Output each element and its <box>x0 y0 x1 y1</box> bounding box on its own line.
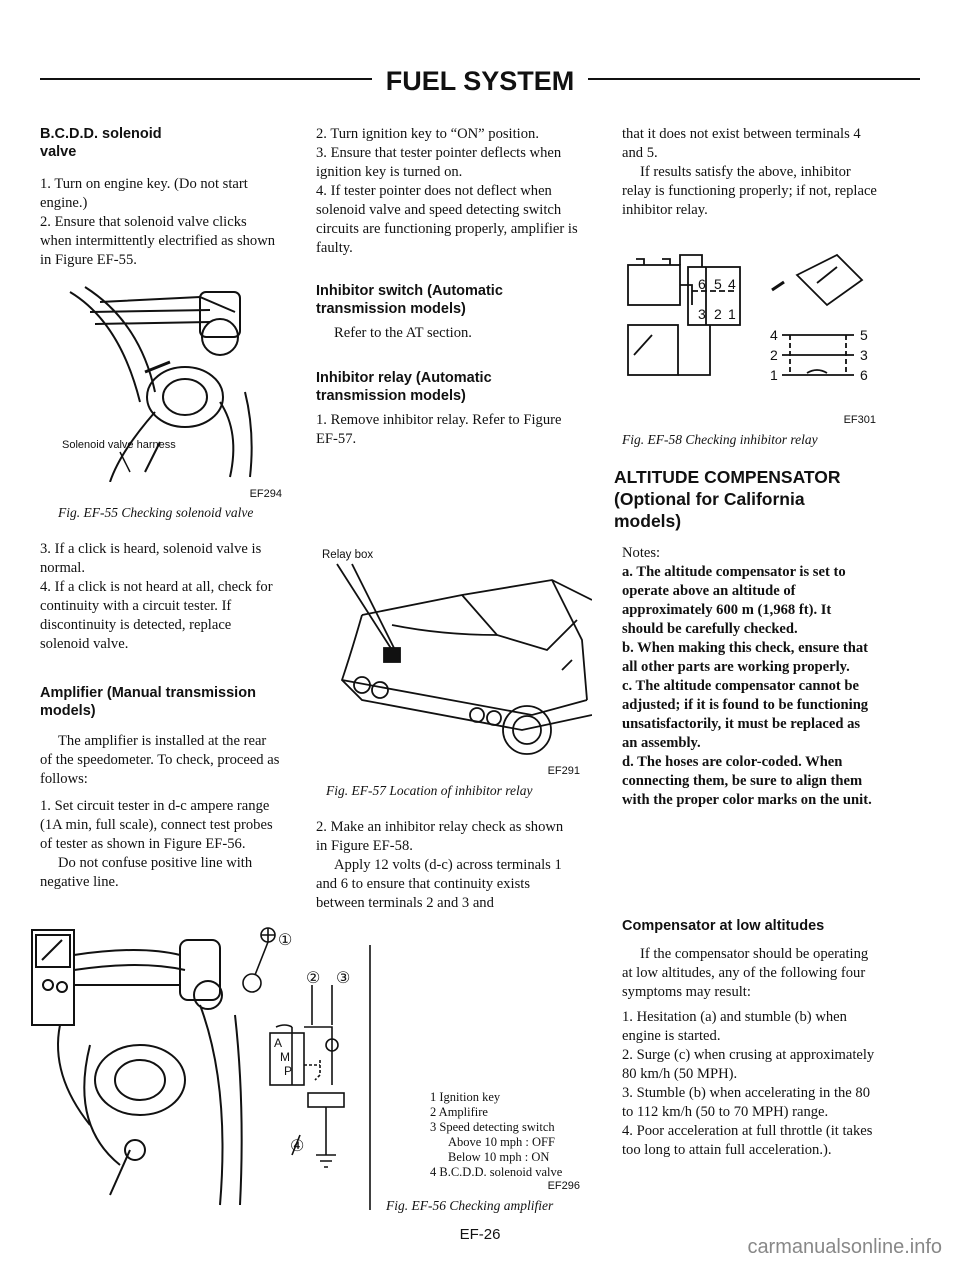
paragraph: If the compensator should be operating at low altitudes, any of the following four symptoms may result: <box>622 946 869 1000</box>
term-top: 6 <box>698 276 706 292</box>
term-left: 4 <box>770 327 778 343</box>
amp-letter-a: A <box>274 1036 283 1050</box>
legend-item: Below 10 mph : ON <box>448 1150 550 1164</box>
heading-inhibitor-switch: Inhibitor switch (Automatic transmission models) <box>316 283 503 317</box>
figure-code: EF291 <box>547 765 580 777</box>
column-3 <box>622 125 878 220</box>
figure-ef56-amplifier-check <box>30 925 450 1210</box>
column-1 <box>40 125 280 270</box>
note-item: a. The altitude compensator is set to operate above an altitude of approximately 600 m (1,968 ft). It should be carefully checked. <box>622 564 846 637</box>
paragraph: 3. If a click is heard, solenoid valve is normal. <box>40 541 262 576</box>
figure-caption: Fig. EF-56 Checking amplifier <box>386 1198 554 1213</box>
paragraph: 4. If a click is not heard at all, check for continuity with a circuit tester. If discontinuity is detected, replace solenoid valve. <box>40 579 273 652</box>
legend-item: 2 Amplifire <box>430 1105 488 1119</box>
term-bottom: 1 <box>728 306 736 322</box>
figure-caption: Fig. EF-55 Checking solenoid valve <box>58 505 254 520</box>
heading-inhibitor-relay: Inhibitor relay (Automatic transmission models) <box>316 370 492 404</box>
note-item: d. The hoses are color-coded. When connecting them, be sure to align them with the proper color marks on the unit. <box>622 754 872 808</box>
column-1-lower <box>40 540 280 892</box>
notes-list <box>614 563 876 810</box>
legend-item: 1 Ignition key <box>430 1090 501 1104</box>
notes-label: Notes: <box>622 545 661 561</box>
figure-label: Solenoid valve harness <box>62 439 176 451</box>
heading-amplifier: Amplifier (Manual transmission models) <box>40 685 256 719</box>
figure-code: EF294 <box>249 488 282 500</box>
amp-letter-p: P <box>284 1064 293 1078</box>
figure-caption: Fig. EF-57 Location of inhibitor relay <box>326 783 533 798</box>
figure-ef55-solenoid-valve <box>60 282 280 482</box>
list-item: 3. Stumble (b) when accelerating in the 80 to 112 km/h (50 to 70 MPH) range. <box>622 1085 871 1120</box>
legend-item: Above 10 mph : OFF <box>448 1135 555 1149</box>
heading-altitude-compensator: ALTITUDE COMPENSATOR (Optional for California models) <box>614 467 841 531</box>
heading-compensator-low-altitudes: Compensator at low altitudes <box>622 918 825 934</box>
term-top: 5 <box>714 276 722 292</box>
paragraph: Refer to the AT section. <box>334 325 472 341</box>
paragraph: 3. Ensure that tester pointer deflects when ignition key is turned on. <box>316 145 562 180</box>
paragraph: Do not confuse positive line with negative line. <box>40 855 253 890</box>
paragraph: 2. Ensure that solenoid valve clicks when intermittently electrified as shown in Figure EF-55. <box>40 214 276 268</box>
term-top: 4 <box>728 276 736 292</box>
paragraph: If results satisfy the above, inhibitor relay is functioning properly; if not, replace inhibitor relay. <box>622 164 877 218</box>
column-2 <box>316 125 578 449</box>
figure-code: EF301 <box>843 414 876 426</box>
paragraph: The amplifier is installed at the rear of the speedometer. To check, proceed as follows: <box>40 733 280 787</box>
paragraph: that it does not exist between terminals 4 and 5. <box>622 126 861 161</box>
paragraph: 2. Make an inhibitor relay check as shown in Figure EF-58. <box>316 819 564 854</box>
term-right: 5 <box>860 327 868 343</box>
legend-item: 3 Speed detecting switch <box>430 1120 555 1134</box>
term-right: 3 <box>860 347 868 363</box>
term-left: 2 <box>770 347 778 363</box>
figure-label: Relay box <box>322 549 374 561</box>
watermark: carmanualsonline.info <box>747 1236 942 1258</box>
paragraph: 1. Remove inhibitor relay. Refer to Figure EF-57. <box>316 412 562 447</box>
amp-letter-m: M <box>280 1050 290 1064</box>
list-item: 1. Hesitation (a) and stumble (b) when engine is started. <box>622 1009 847 1044</box>
heading-bcdd-solenoid: B.C.D.D. solenoid valve <box>40 126 162 160</box>
paragraph: 4. If tester pointer does not deflect when solenoid valve and speed detecting switch circuits are functioning properly, amplifier is faulty. <box>316 183 578 256</box>
figure-ef56-legend <box>430 1090 590 1180</box>
term-right: 6 <box>860 367 868 383</box>
column-2-lower <box>316 818 578 913</box>
list-item: 4. Poor acceleration at full throttle (it takes too long to attain full acceleration.). <box>622 1123 873 1158</box>
page-number: EF-26 <box>459 1226 501 1243</box>
note-item: b. When making this check, ensure that all other parts are working properly. <box>622 640 868 675</box>
figure-caption: Fig. EF-58 Checking inhibitor relay <box>622 432 818 447</box>
term-bottom: 2 <box>714 306 722 322</box>
note-item: c. The altitude compensator cannot be adjusted; if it is found to be functioning unsatisfactorily, it must be replaced as an assembly. <box>622 678 869 751</box>
figure-code: EF296 <box>547 1180 580 1192</box>
legend-item: 4 B.C.D.D. solenoid valve <box>430 1165 563 1179</box>
paragraph: 1. Turn on engine key. (Do not start engine.) <box>40 176 248 211</box>
callout-3: ③ <box>336 970 351 987</box>
figure-ef57-car <box>322 540 592 770</box>
paragraph: 1. Set circuit tester in d-c ampere range (1A min, full scale), connect test probes of tester as shown in Figure EF-56. <box>40 798 273 852</box>
callout-4: ④ <box>290 1138 305 1155</box>
paragraph: 2. Turn ignition key to “ON” position. <box>316 126 539 142</box>
list-item: 2. Surge (c) when crusing at approximately 80 km/h (50 MPH). <box>622 1047 875 1082</box>
callout-1: ① <box>278 932 293 949</box>
callout-2: ② <box>306 970 321 987</box>
figure-ef58-inhibitor-relay <box>622 245 878 400</box>
column-3-lower <box>614 466 876 810</box>
column-3-bottom <box>622 917 878 1160</box>
term-left: 1 <box>770 367 778 383</box>
paragraph: Apply 12 volts (d-c) across terminals 1 and 6 to ensure that continuity exists between terminals 2 and 3 and <box>316 857 562 911</box>
page-title: FUEL SYSTEM <box>0 66 960 97</box>
term-bottom: 3 <box>698 306 706 322</box>
